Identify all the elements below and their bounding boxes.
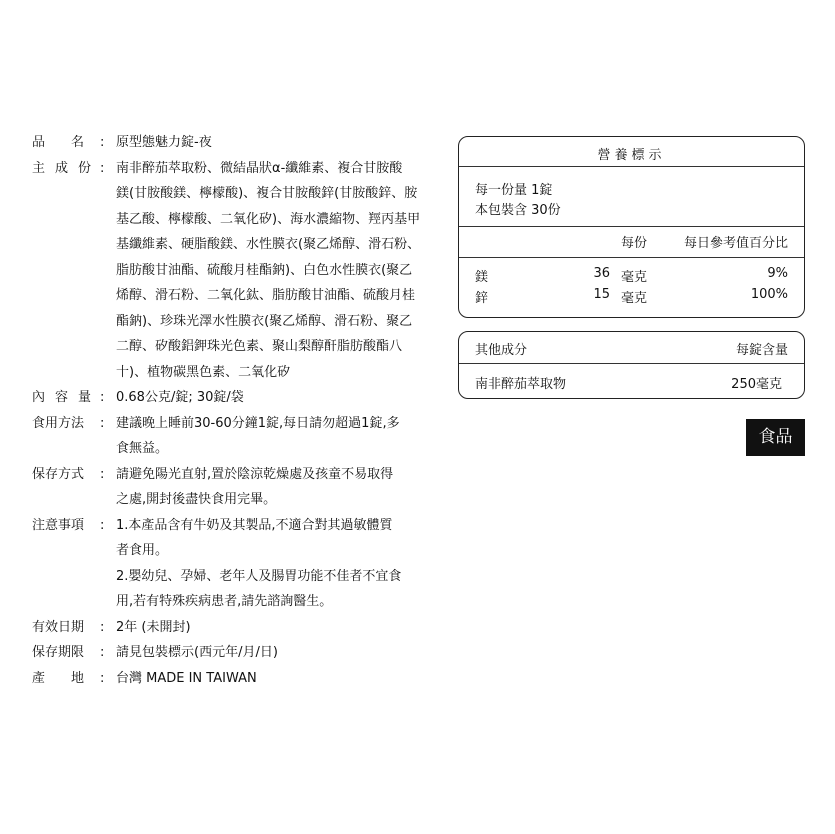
nutrient-name: 鎂 [475,270,489,285]
other-header: 其他成分 [475,343,528,358]
divider [459,166,804,167]
label-field-value [116,666,422,692]
other-ingredients-box [458,331,805,399]
label-colon: : [100,517,105,533]
food-badge: 食品 [746,419,805,456]
col-daily-value: 每日參考值百分比 [683,236,788,251]
nutrient-daily: 9% [767,266,788,281]
nutrition-title: 營養標示 [597,148,666,163]
label-value-line: 建議晚上睡前30-60分鐘1錠,每日請勿超過1錠,多 [116,415,400,431]
nutrition-facts-box [458,136,805,318]
other-item-amount: 250毫克 [731,377,782,392]
label-row [32,615,432,641]
label-colon: : [100,466,105,482]
nutrient-unit: 毫克 [621,291,648,306]
label-field-name: 注意事項 [32,517,85,533]
label-value-line: 酯鈉)、珍珠光澤水性膜衣(聚乙烯醇、滑石粉、聚乙 [116,313,413,329]
label-row [32,130,432,156]
label-colon: : [100,619,105,635]
label-field-name: 食用方法 [32,415,85,431]
label-value-line: 十)、植物碳黑色素、二氧化矽 [116,364,291,380]
serving-size: 每一份量 1錠 [475,183,553,198]
nutrient-unit: 毫克 [621,270,648,285]
label-value-line: 0.68公克/錠; 30錠/袋 [116,390,244,405]
label-row [32,513,432,615]
label-field-name: 有效日期 [32,619,85,635]
label-field-value [116,156,422,386]
label-row [32,385,432,411]
label-value-line: 者食用。 [116,543,169,558]
label-value-line: 原型態魅力錠-夜 [116,135,212,150]
label-field-value [116,130,422,156]
label-field-value [116,615,422,641]
label-colon: : [100,390,105,405]
label-row [32,640,432,666]
label-value-line: 食無益。 [116,441,169,456]
col-per-serving: 每份 [621,236,648,251]
other-item-name: 南非醉茄萃取物 [475,377,567,392]
label-value-line: 用,若有特殊疾病患者,請先諮詢醫生。 [116,594,333,609]
label-value-line: 鎂(甘胺酸鎂、檸檬酸)、複合甘胺酸鋅(甘胺酸鋅、胺 [116,186,418,201]
label-value-line: 請見包裝標示(西元年/月/日) [116,645,278,660]
nutrient-daily: 100% [750,287,788,302]
label-row [32,666,432,692]
servings-per-pack: 本包裝含 30份 [475,203,561,218]
label-field-value [116,385,422,411]
divider [459,363,804,364]
label-value-line: 2年 (未開封) [116,619,191,635]
label-value-line: 2.嬰幼兒、孕婦、老年人及腸胃功能不佳者不宜食 [116,568,402,584]
label-field-value [116,462,422,513]
label-value-line: 二醇、矽酸鋁鉀珠光色素、聚山梨醇酐脂肪酸酯八 [116,339,403,354]
label-value-line: 南非醉茄萃取粉、微結晶狀α-纖維素、複合甘胺酸 [116,160,403,176]
label-field-name: 品 名 [32,135,85,150]
label-colon: : [100,670,105,686]
product-label-details [32,130,432,691]
label-field-value [116,640,422,666]
label-value-line: 台灣 MADE IN TAIWAN [116,670,257,686]
label-row [32,411,432,462]
label-value-line: 基纖維素、硬脂酸鎂、水性膜衣(聚乙烯醇、滑石粉、 [116,237,421,252]
per-tablet-header: 每錠含量 [735,343,788,358]
label-field-name: 產 地 [32,670,85,686]
label-field-value [116,513,422,615]
label-field-name: 保存方式 [32,466,85,482]
label-row [32,462,432,513]
label-value-line: 請避免陽光直射,置於陰涼乾燥處及孩童不易取得 [116,466,394,482]
label-value-line: 脂肪酸甘油酯、硫酸月桂酯鈉)、白色水性膜衣(聚乙 [116,262,413,278]
nutrient-amount: 36 [593,266,610,281]
nutrient-amount: 15 [593,287,610,302]
label-field-name: 保存期限 [32,645,85,660]
label-value-line: 之處,開封後盡快食用完畢。 [116,492,277,507]
label-field-name: 內容量 [32,390,102,405]
label-field-value [116,411,422,462]
label-colon: : [100,645,105,660]
label-colon: : [100,135,105,150]
label-colon: : [100,160,105,176]
nutrient-name: 鋅 [475,291,489,306]
label-value-line: 1.本產品含有牛奶及其製品,不適合對其過敏體質 [116,517,393,533]
label-field-name: 主成份 [32,160,102,176]
label-colon: : [100,415,105,431]
divider [459,226,804,227]
label-value-line: 烯醇、滑石粉、二氧化鈦、脂肪酸甘油酯、硫酸月桂 [116,288,416,303]
label-value-line: 基乙酸、檸檬酸、二氧化矽)、海水濃縮物、羥丙基甲 [116,211,421,227]
label-row [32,156,432,386]
divider [459,257,804,258]
